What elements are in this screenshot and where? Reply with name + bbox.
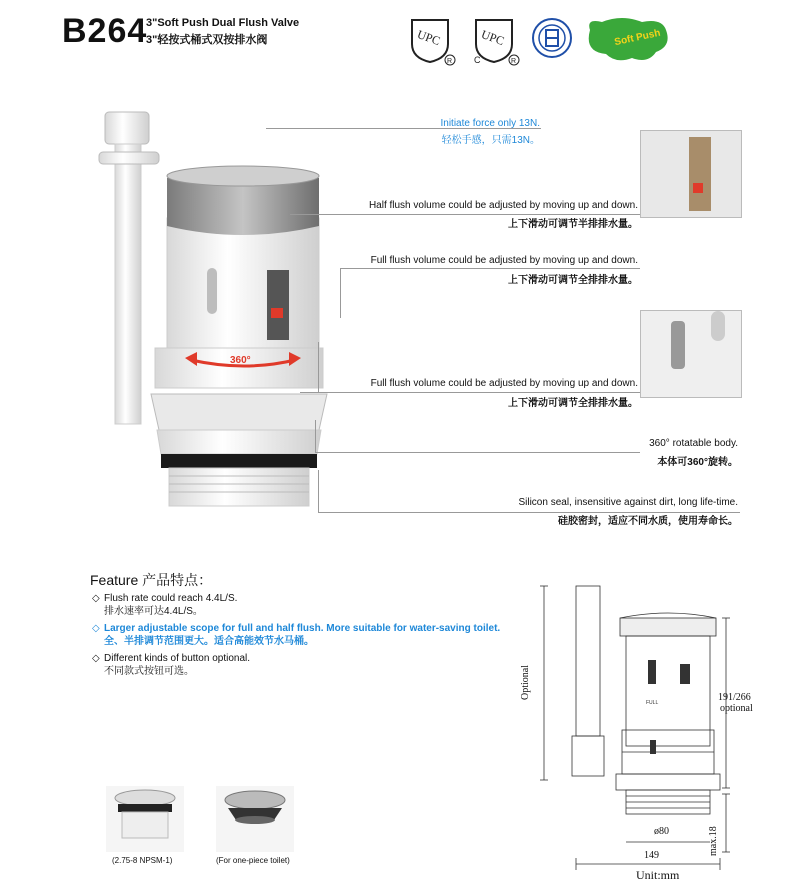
c-mark: C bbox=[474, 55, 481, 65]
detail-full-flush bbox=[640, 310, 742, 398]
dim-max: max.18 bbox=[708, 826, 719, 856]
feature-2-cn: 全、半排调节范围更大。适合高能效节水马桶。 bbox=[104, 636, 314, 647]
dim-height-note: optional bbox=[720, 703, 753, 714]
dim-width: 149 bbox=[644, 850, 659, 861]
technical-drawing bbox=[530, 580, 770, 880]
feature-item-3: ◇ Different kinds of button optional. 不同款式按钮可选。 bbox=[92, 653, 251, 677]
feature-item-2: ◇ Larger adjustable scope for full and half flush. More suitable for water-saving toilet. 全、半排调节范围更大。适合高能效节水马桶。 bbox=[92, 623, 501, 647]
annotation-seal-en: Silicon seal, insensitive against dirt, long life-time. bbox=[518, 497, 738, 508]
model-number: B264 bbox=[62, 12, 148, 50]
annotation-force-cn: 轻松手感，只需13N。 bbox=[441, 135, 540, 146]
drawing-full-label: FULL bbox=[646, 700, 659, 706]
feature-title: Feature 产品特点： bbox=[90, 572, 213, 588]
title-cn: 3"轻按式桶式双按排水阀 bbox=[146, 34, 268, 46]
dim-height: 191/266 bbox=[718, 692, 751, 703]
cupc-logo bbox=[472, 16, 522, 66]
cupc-text: UPC bbox=[479, 26, 507, 49]
registered-mark-2: R bbox=[511, 58, 517, 65]
annotation-full-en: Full flush volume could be adjusted by moving up and down. bbox=[370, 255, 638, 266]
feature-item-1: ◇ Flush rate could reach 4.4L/S. 排水速率可达4.4L/S。 bbox=[92, 593, 238, 617]
drawing-unit: Unit:mm bbox=[636, 868, 680, 882]
feature-1-en: Flush rate could reach 4.4L/S. bbox=[104, 593, 238, 604]
annotation-rotate-en: 360° rotatable body. bbox=[649, 438, 738, 449]
option-one-piece-thumb bbox=[216, 786, 294, 852]
annotation-half-cn: 上下滑动可调节半排排水量。 bbox=[508, 219, 638, 230]
annotation-seal-cn: 硅胶密封，适应不同水质，使用寿命长。 bbox=[558, 516, 738, 527]
soft-push-badge bbox=[582, 12, 672, 64]
feature-1-cn: 排水速率可达4.4L/S。 bbox=[104, 606, 203, 617]
annotation-full-cn: 上下滑动可调节全排排水量。 bbox=[508, 275, 638, 286]
detail-half-flush bbox=[640, 130, 742, 218]
annotation-rotate-cn: 本体可360°旋转。 bbox=[657, 457, 738, 468]
annotation-force-en: Initiate force only 13N. bbox=[440, 118, 540, 129]
feature-2-en: Larger adjustable scope for full and half flush. More suitable for water-saving toilet. bbox=[104, 623, 501, 634]
title-en: 3"Soft Push Dual Flush Valve bbox=[146, 17, 300, 29]
registered-mark: R bbox=[447, 58, 453, 65]
valve-illustration bbox=[95, 108, 335, 518]
soft-push-text: Soft Push bbox=[613, 27, 662, 49]
feature-3-cn: 不同款式按钮可选。 bbox=[104, 666, 194, 677]
annotation-full2-cn: 上下滑动可调节全排排水量。 bbox=[508, 398, 638, 409]
feature-3-en: Different kinds of button optional. bbox=[104, 653, 251, 664]
water-efficiency-seal bbox=[530, 16, 574, 60]
annotation-full2-en: Full flush volume could be adjusted by moving up and down. bbox=[370, 378, 638, 389]
rotation-label: 360° bbox=[230, 355, 251, 366]
annotation-half-en: Half flush volume could be adjusted by moving up and down. bbox=[368, 200, 638, 211]
upc-text: UPC bbox=[415, 26, 443, 49]
option-threaded-thumb bbox=[106, 786, 184, 852]
option-threaded-caption: (2.75-8 NPSM-1) bbox=[112, 856, 173, 865]
option-one-piece-caption: (For one-piece toilet) bbox=[216, 856, 290, 865]
upc-logo bbox=[408, 16, 458, 66]
dim-diameter: ø80 bbox=[654, 826, 669, 837]
dim-optional: Optional bbox=[520, 665, 531, 700]
